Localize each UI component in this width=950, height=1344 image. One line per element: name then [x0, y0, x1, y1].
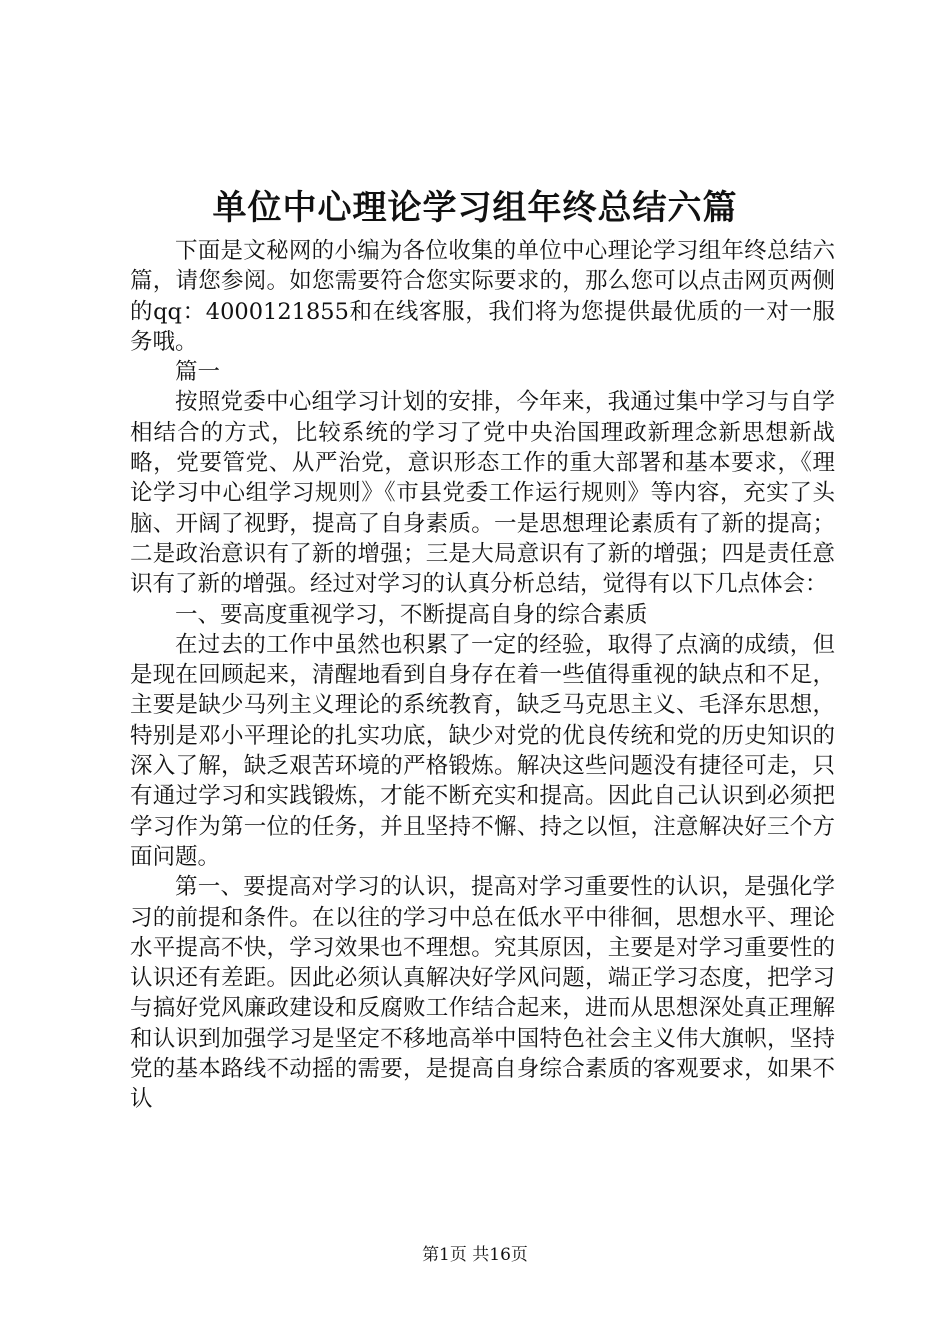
page-number-footer: 第1页 共16页: [422, 1245, 528, 1265]
document-title: 单位中心理论学习组年终总结六篇: [212, 188, 738, 228]
intro-paragraph: 下面是文秘网的小编为各位收集的单位中心理论学习组年终总结六篇，请您参阅。如您需要符合您实际要求的，那么您可以点击网页两侧的qq：4000121855和在线客服，我们将为您提供最优质的一对一服务哦。: [130, 238, 835, 355]
document-body: [130, 236, 835, 1115]
body-paragraph: 第一、要提高对学习的认识，提高对学习重要性的认识，是强化学习的前提和条件。在以往的学习中总在低水平中徘徊，思想水平、理论水平提高不快，学习效果也不理想。究其原因，主要是对学习重要性的认识还有差距。因此必须认真解决好学风问题，端正学习态度，把学习与搞好党风廉政建设和反腐败工作结合起来，进而从思想深处真正理解和认识到加强学习是坚定不移地高举中国特色社会主义伟大旗帜，坚持党的基本路线不动摇的需要，是提高自身综合素质的客观要求，如果不认: [130, 874, 835, 1113]
body-paragraph: 在过去的工作中虽然也积累了一定的经验，取得了点滴的成绩，但是现在回顾起来，清醒地看到自身存在着一些值得重视的缺点和不足，主要是缺少马列主义理论的系统教育，缺乏马克思主义、毛泽东思想，特别是邓小平理论的扎实功底，缺少对党的优良传统和党的历史知识的深入了解，缺乏艰苦环境的严格锻炼。解决这些问题没有捷径可走，只有通过学习和实践锻炼，才能不断充实和提高。因此自己认识到必须把学习作为第一位的任务，并且坚持不懈、持之以恒，注意解决好三个方面问题。: [130, 631, 835, 870]
subsection-heading: 一、要高度重视学习，不断提高自身的综合素质: [175, 601, 648, 628]
section-heading-part-one: 篇一: [175, 359, 221, 386]
body-paragraph: 按照党委中心组学习计划的安排，今年来，我通过集中学习与自学相结合的方式，比较系统的学习了党中央治国理政新理念新思想新战略，党要管党、从严治党，意识形态工作的重大部署和基本要求，《理论学习中心组学习规则》《市县党委工作运行规则》等内容，充实了头脑、开阔了视野，提高了自身素质。一是思想理论素质有了新的提高；二是政治意识有了新的增强；三是大局意识有了新的增强；四是责任意识有了新的增强。经过对学习的认真分析总结，觉得有以下几点体会：: [130, 389, 835, 598]
